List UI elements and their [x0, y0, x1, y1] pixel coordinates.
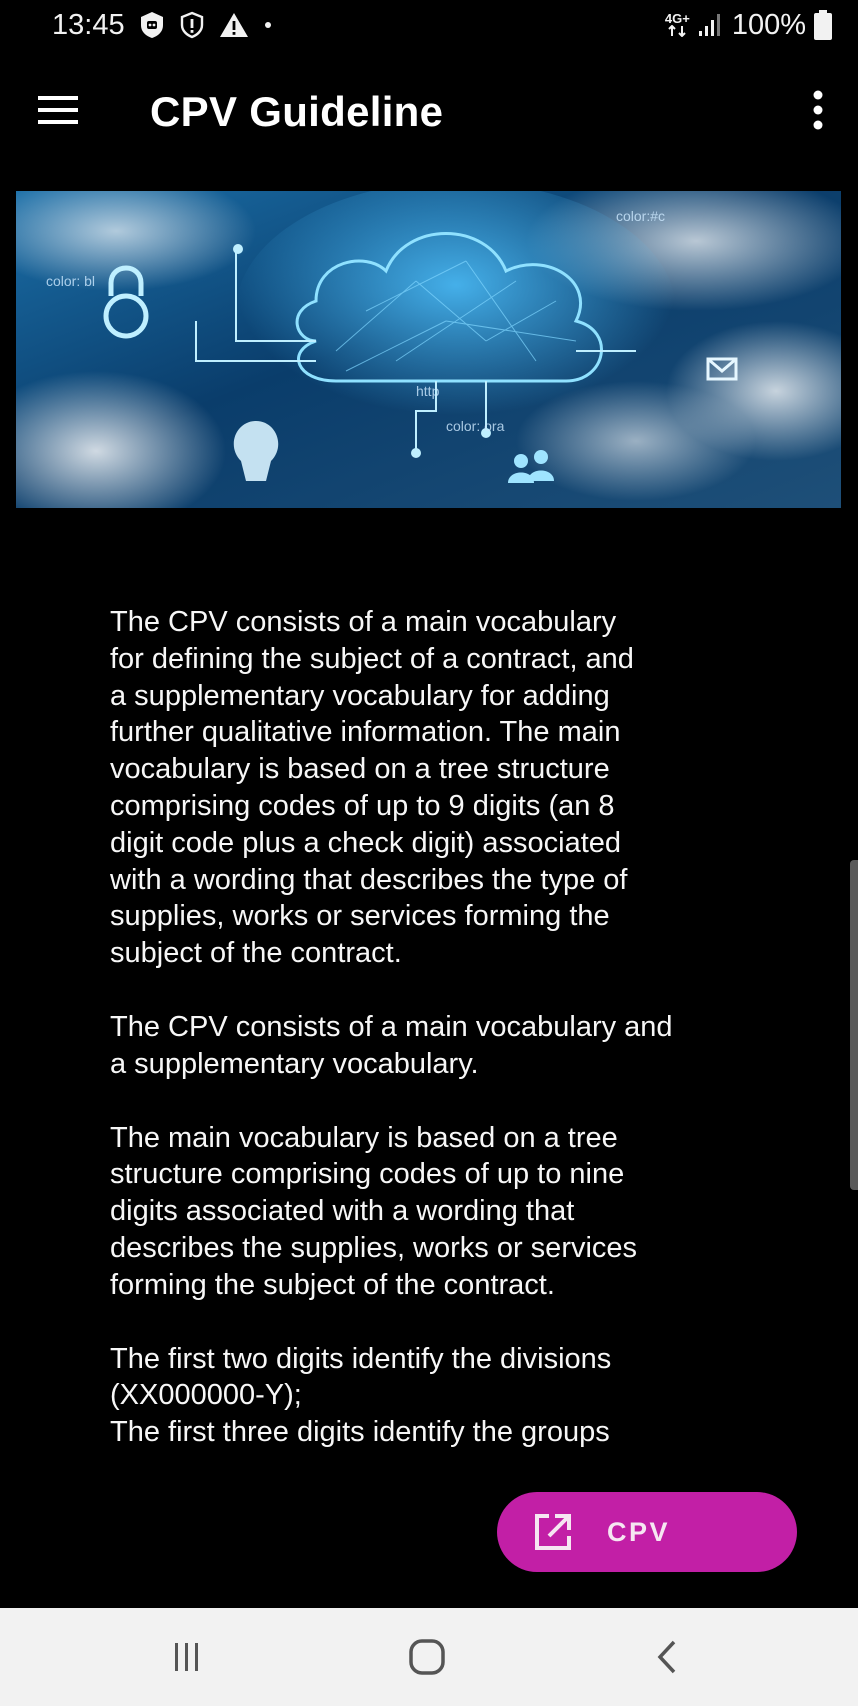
battery-percent: 100%: [731, 8, 806, 41]
shield-info-icon: [179, 11, 205, 39]
hero-label-3: color: ora: [446, 418, 505, 434]
dot-icon: [263, 20, 273, 30]
hamburger-menu-icon[interactable]: [30, 82, 86, 138]
open-in-new-icon: [533, 1512, 573, 1552]
battery-icon: [814, 10, 832, 40]
signal-icon: [698, 13, 724, 37]
home-icon[interactable]: [397, 1632, 457, 1682]
recent-apps-icon[interactable]: [157, 1632, 217, 1682]
hero-label-4: http: [416, 383, 440, 399]
hero-banner-image: [16, 191, 841, 508]
guideline-text: [110, 604, 750, 1464]
shield-face-icon: [139, 11, 165, 39]
paragraph-1: The CPV consists of a main vocabulary for defining the subject of a contract, and a supplementary vocabulary for adding further qualitative information. The main vocabulary is based on a tree structure comprising codes of up to 9 digits (an 8 digit code plus a check digit) associated with a wording that describes the type of supplies, works or services forming the subject of the contract.: [110, 606, 634, 970]
status-right: [665, 9, 832, 42]
status-left: [52, 9, 273, 42]
page-title: CPV Guideline: [150, 88, 444, 135]
status-time: 13:45: [52, 8, 125, 41]
hero-label-2: color:#c: [616, 208, 666, 224]
paragraph-4: The first two digits identify the divisions (XX000000-Y); The first three digits identify the groups: [110, 1342, 612, 1449]
data-arrows-icon: [665, 13, 690, 37]
back-icon[interactable]: [638, 1632, 698, 1682]
paragraph-2: The CPV consists of a main vocabulary and a supplementary vocabulary.: [110, 1010, 673, 1080]
network-label: 4G+: [664, 11, 690, 26]
scrollbar[interactable]: [850, 860, 858, 1190]
paragraph-3: The main vocabulary is based on a tree structure comprising codes of up to nine digits associated with a wording that describes the supplies, works or services forming the subject of the contract.: [110, 1121, 638, 1301]
app-bar: [0, 60, 858, 170]
cpv-button-label: CPV: [607, 1516, 671, 1547]
cloud-network-image: [16, 191, 841, 508]
system-nav-bar: [0, 1608, 858, 1706]
status-bar: [0, 0, 858, 50]
more-vert-icon[interactable]: [798, 82, 838, 138]
warning-icon: [219, 11, 249, 39]
hero-label-1: color: bl: [46, 273, 96, 289]
cpv-button[interactable]: [497, 1492, 797, 1572]
